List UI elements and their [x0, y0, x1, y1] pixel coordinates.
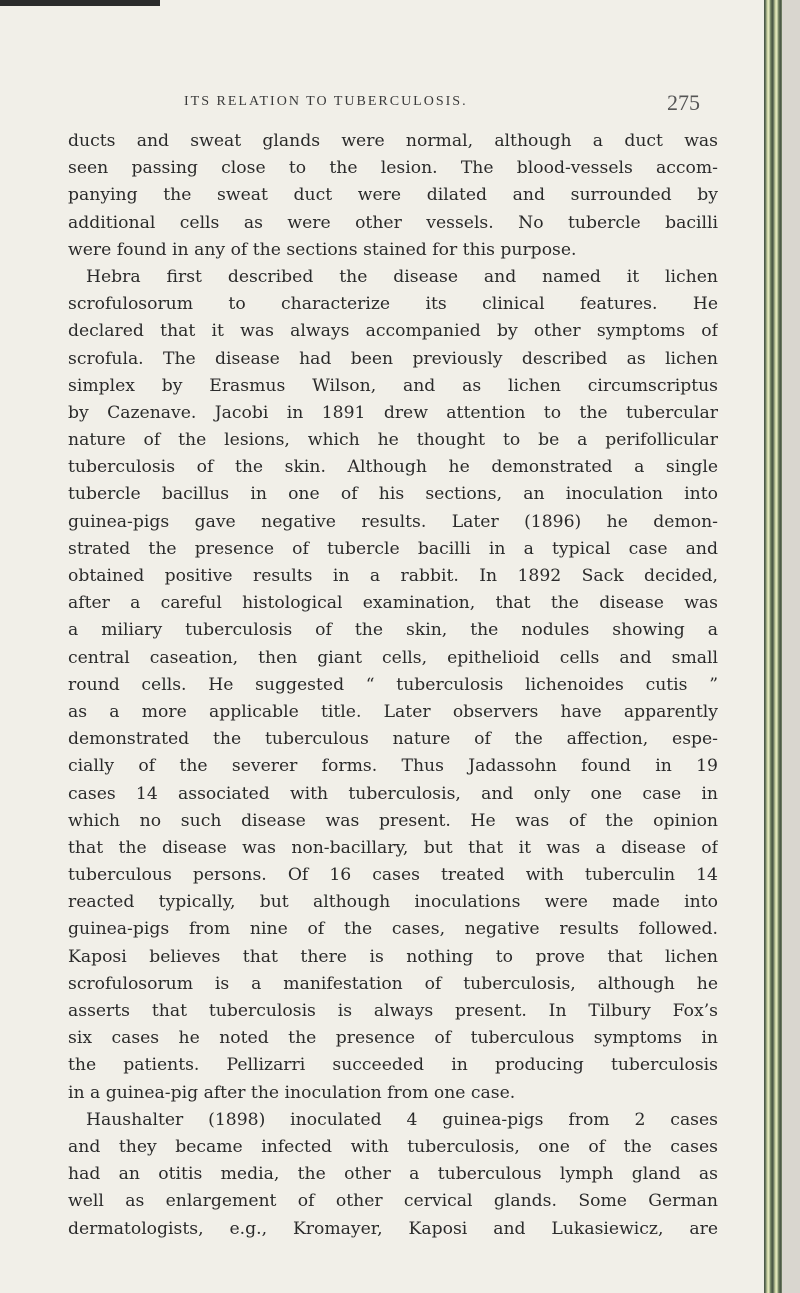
text-line: round cells. He suggested “ tuberculosis lichenoides cutis ” — [68, 674, 718, 695]
text-line: by Cazenave. Jacobi in 1891 drew attention to the tubercular — [68, 402, 718, 423]
text-line: which no such disease was present. He was of the opinion — [68, 810, 718, 831]
text-line: declared that it was always accompanied by other symptoms of — [68, 321, 718, 342]
text-line: a miliary tuberculosis of the skin, the nodules showing a — [68, 620, 718, 641]
running-head: ITS RELATION TO TUBERCULOSIS. — [184, 94, 468, 109]
text-line: seen passing close to the lesion. The blood-vessels accom- — [68, 158, 718, 179]
text-line: in a guinea-pig after the inoculation from one case. — [68, 1082, 516, 1103]
text-line: Haushalter (1898) inoculated 4 guinea-pigs from 2 cases — [86, 1109, 718, 1130]
text-line: reacted typically, but although inoculations were made into — [68, 892, 718, 913]
page-number: 275 — [667, 90, 700, 115]
text-line: scrofula. The disease had been previously described as lichen — [68, 348, 718, 369]
text-line: guinea-pigs gave negative results. Later (1896) he demon- — [68, 511, 718, 532]
body-text — [68, 128, 718, 1243]
text-line: simplex by Erasmus Wilson, and as lichen circumscriptus — [68, 375, 718, 396]
text-line: strated the presence of tubercle bacilli in a typical case and — [68, 538, 718, 559]
text-line: tuberculosis of the skin. Although he demonstrated a single — [68, 457, 718, 478]
text-line: Hebra first described the disease and named it lichen — [86, 266, 718, 287]
text-line: well as enlargement of other cervical glands. Some German — [68, 1191, 718, 1212]
text-line: after a careful histological examination, that the disease was — [68, 593, 718, 614]
text-line: ducts and sweat glands were normal, although a duct was — [68, 131, 718, 151]
text-line: cases 14 associated with tuberculosis, and only one case in — [68, 783, 718, 804]
text-line: guinea-pigs from nine of the cases, negative results followed. — [68, 919, 718, 940]
text-line: dermatologists, e.g., Kromayer, Kaposi and Lukasiewicz, are — [68, 1218, 718, 1239]
text-line: tuberculous persons. Of 16 cases treated with tuberculin 14 — [68, 865, 718, 886]
top-edge-rule — [0, 0, 160, 6]
text-line: obtained positive results in a rabbit. In 1892 Sack decided, — [68, 566, 718, 586]
text-line: Kaposi believes that there is nothing to prove that lichen — [68, 946, 718, 967]
page-header — [100, 90, 700, 116]
text-line: that the disease was non-bacillary, but that it was a disease of — [68, 837, 718, 858]
text-line: scrofulosorum is a manifestation of tuberculosis, although he — [68, 973, 718, 994]
book-spine-edge — [764, 0, 782, 1293]
text-line: central caseation, then giant cells, epithelioid cells and small — [68, 647, 718, 668]
text-line: tubercle bacillus in one of his sections, an inoculation into — [68, 484, 718, 505]
text-line: asserts that tuberculosis is always present. In Tilbury Fox’s — [68, 1001, 718, 1021]
text-line: panying the sweat duct were dilated and surrounded by — [68, 185, 718, 206]
text-line: cially of the severer forms. Thus Jadassohn found in 19 — [68, 756, 718, 777]
text-line: six cases he noted the presence of tuberculous symptoms in — [68, 1028, 718, 1049]
text-line: demonstrated the tuberculous nature of the affection, espe- — [68, 729, 718, 750]
text-line: nature of the lesions, which he thought to be a perifollicular — [68, 430, 718, 451]
text-line: the patients. Pellizarri succeeded in producing tuberculosis — [68, 1055, 718, 1076]
text-line: and they became infected with tuberculosis, one of the cases — [68, 1136, 718, 1157]
text-line: were found in any of the sections stained for this purpose. — [68, 239, 577, 260]
text-line: had an otitis media, the other a tuberculous lymph gland as — [68, 1164, 718, 1185]
text-line: additional cells as were other vessels. No tubercle bacilli — [68, 212, 718, 233]
text-line: as a more applicable title. Later observers have apparently — [68, 701, 718, 722]
text-line: scrofulosorum to characterize its clinical features. He — [68, 294, 718, 315]
